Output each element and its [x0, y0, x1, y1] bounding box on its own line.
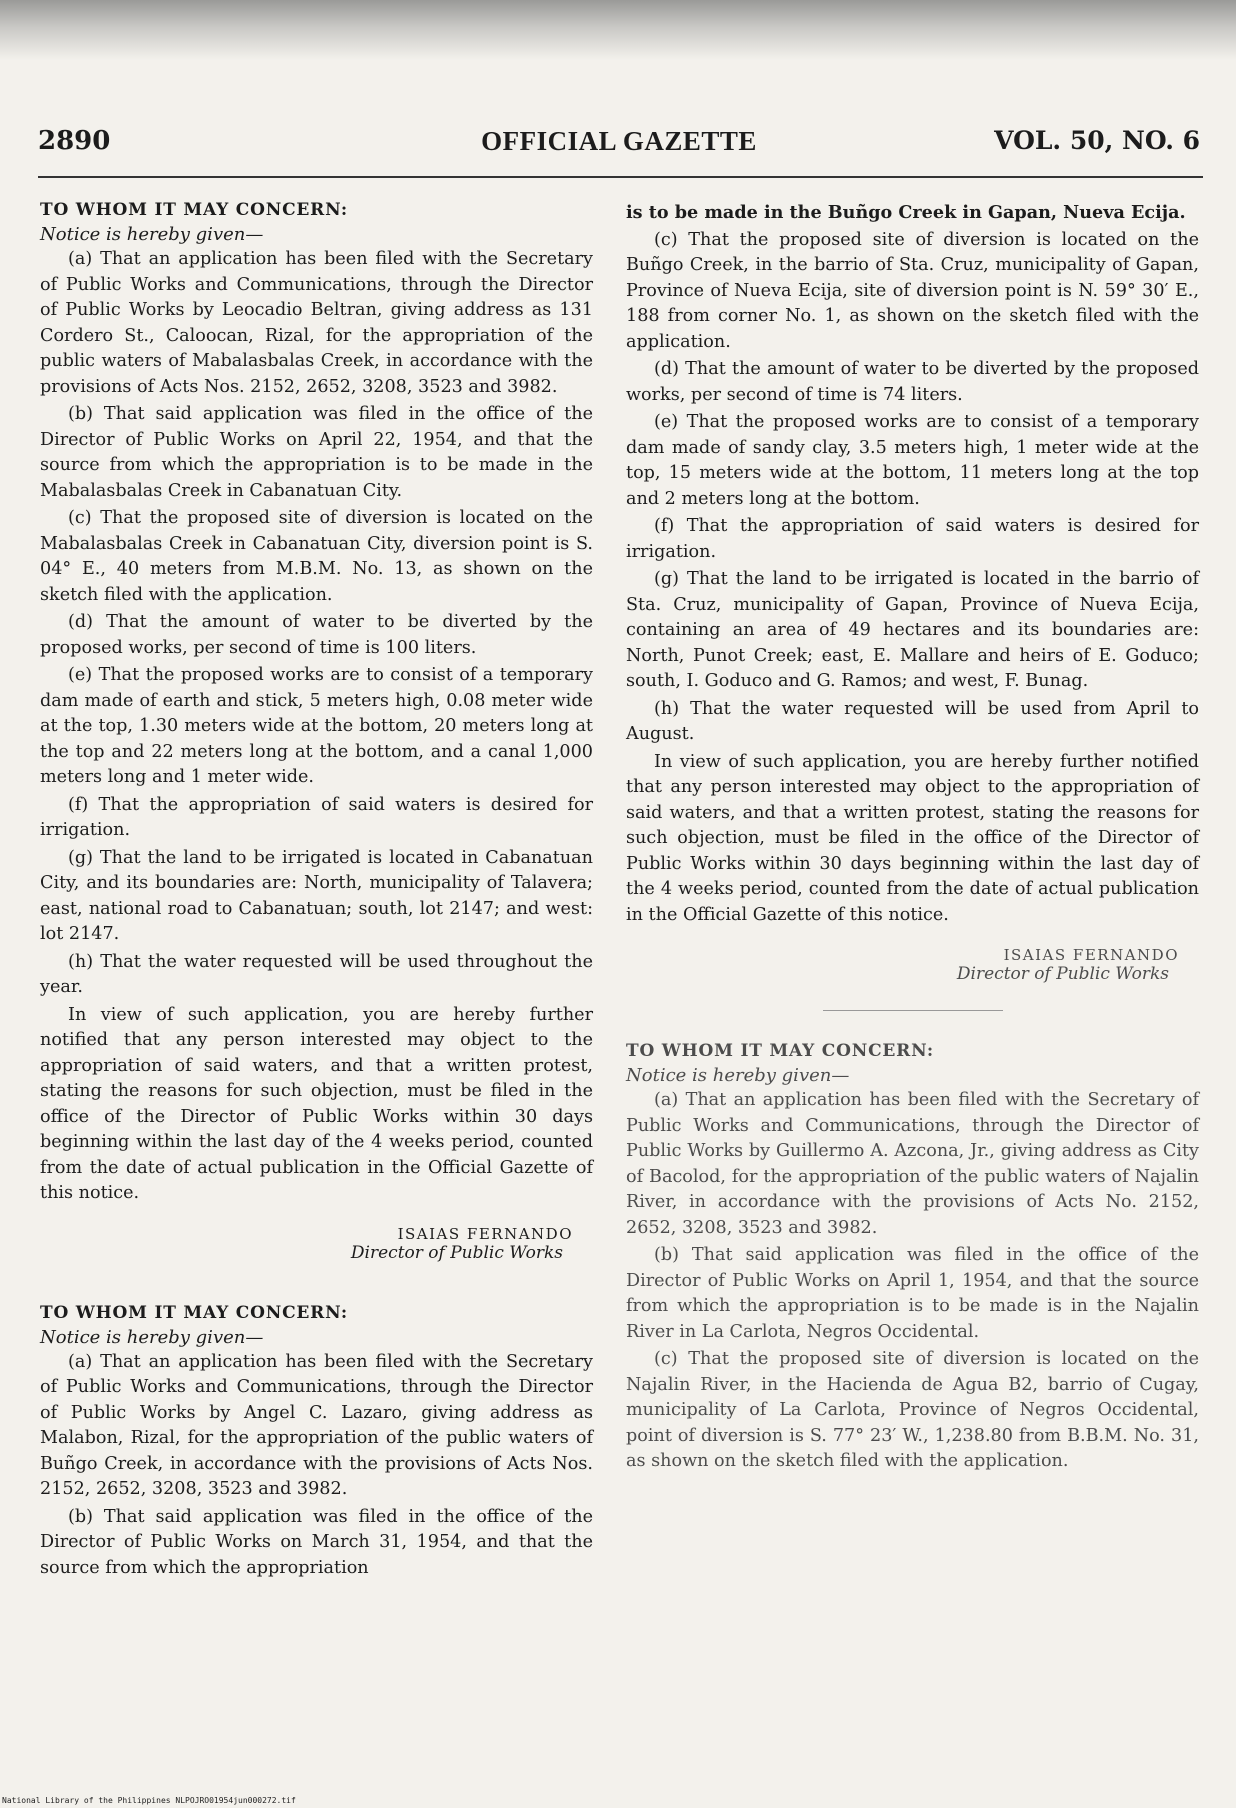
- notice-heading: TO WHOM IT MAY CONCERN:: [40, 1302, 348, 1323]
- paragraph: (h) That the water requested will be used from April to August.: [626, 698, 1199, 744]
- header-rule: [38, 176, 1203, 178]
- continuation-text: is to be made in the Buñgo Creek in Gapan, Nueva Ecija.: [626, 202, 1186, 223]
- paragraph: (a) That an application has been filed with the Secretary of Public Works and Communications, through the Director of Public Works by Angel C. Lazaro, giving address as Malabon, Rizal, for the appropriation of the public waters of Buñgo Creek, in accordance with the provisions of Acts Nos. 2152, 2652, 3208, 3523 and 3982.: [40, 1351, 593, 1499]
- paragraph: In view of such application, you are hereby further notified that any person interested may object to the appropriation of said waters, and that a written protest, stating the reasons for such objection, must be filed in the office of the Director of Public Works within 30 days beginning within the last day of the 4 weeks period, counted from the date of actual publication in the Official Gazette of this notice.: [626, 751, 1199, 925]
- signatory-name: ISAIAS FERNANDO: [1003, 946, 1179, 964]
- notice-2-continued: [626, 200, 1199, 984]
- paragraph: (e) That the proposed works are to consist of a temporary dam made of sandy clay, 3.5 meters high, 1 meter wide at the top, 15 meters wide at the bottom, 11 meters long at the top and 2 meters long at the bottom.: [626, 412, 1199, 509]
- signatory-title: Director of Public Works: [350, 1242, 563, 1263]
- scan-footer: National Library of the Philippines NLPOJRO01954jun000272.tif: [2, 1796, 296, 1805]
- notice-1: [40, 200, 593, 1263]
- left-column: [40, 200, 593, 1583]
- paragraph: (h) That the water requested will be used throughout the year.: [40, 951, 593, 997]
- paragraph: (b) That said application was filed in the office of the Director of Public Works on April 1, 1954, and that the source from which the appropriation is to be made is in the Najalin River in La Carlota, Negros Occidental.: [626, 1245, 1199, 1342]
- paragraph: (f) That the appropriation of said waters is desired for irrigation.: [40, 794, 593, 840]
- paragraph: (e) That the proposed works are to consist of a temporary dam made of earth and stick, 5 meters high, 0.08 meter wide at the top, 1.30 meters wide at the bottom, 20 meters long at the top and 22 meters long at the bottom, and a canal 1,000 meters long and 1 meter wide.: [40, 665, 593, 787]
- volume-number: VOL. 50, NO. 6: [994, 126, 1200, 155]
- notice-3: [626, 1041, 1199, 1475]
- paragraph: (g) That the land to be irrigated is located in Cabanatuan City, and its boundaries are: North, municipality of Talavera; east, national road to Cabanatuan; south, lot 2147; and west: lot 2147.: [40, 847, 593, 944]
- notice-heading: TO WHOM IT MAY CONCERN:: [40, 200, 348, 220]
- notice-given: Notice is hereby given—: [626, 1065, 850, 1086]
- paragraph: (f) That the appropriation of said waters is desired for irrigation.: [626, 516, 1199, 562]
- paragraph: (d) That the amount of water to be diverted by the proposed works, per second of time is 100 liters.: [40, 612, 593, 658]
- signatory-title: Director of Public Works: [956, 964, 1169, 984]
- notice-given: Notice is hereby given—: [40, 224, 264, 245]
- right-column: [626, 200, 1199, 1477]
- paragraph: (d) That the amount of water to be diverted by the proposed works, per second of time is 74 liters.: [626, 359, 1199, 405]
- paragraph: (c) That the proposed site of diversion is located on the Najalin River, in the Hacienda de Agua B2, barrio of Cugay, municipality of La Carlota, Province of Negros Occidental, point of diversion is S. 77° 23′ W., 1,238.80 from B.B.M. No. 31, as shown on the sketch filed with the application.: [626, 1349, 1199, 1471]
- paragraph: (g) That the land to be irrigated is located in the barrio of Sta. Cruz, municipality of Gapan, Province of Nueva Ecija, containing an area of 49 hectares and its boundaries are: North, Punot Creek; east, E. Mallare and heirs of E. Goduco; south, I. Goduco and G. Ramos; and west, F. Bunag.: [626, 569, 1199, 691]
- notice-heading: TO WHOM IT MAY CONCERN:: [626, 1041, 934, 1061]
- paragraph: (a) That an application has been filed with the Secretary of Public Works and Communications, through the Director of Public Works by Guillermo A. Azcona, Jr., giving address as City of Bacolod, for the appropriation of the public waters of Najalin River, in accordance with the provisions of Acts No. 2152, 2652, 3208, 3523 and 3982.: [626, 1090, 1199, 1238]
- notice-2: [40, 1303, 593, 1582]
- page-header: [38, 126, 1200, 166]
- paragraph: (c) That the proposed site of diversion is located on the Mabalasbalas Creek in Cabanatuan City, diversion point is S. 04° E., 40 meters from M.B.M. No. 13, as shown on the sketch filed with the application.: [40, 508, 593, 605]
- signature-block: [626, 946, 1199, 984]
- paragraph: In view of such application, you are hereby further notified that any person interested may object to the appropriation of said waters, and that a written protest, stating the reasons for such objection, must be filed in the office of the Director of Public Works within 30 days beginning within the last day of the 4 weeks period, counted from the date of actual publication in the Official Gazette of this notice.: [40, 1004, 593, 1203]
- publication-title: OFFICIAL GAZETTE: [481, 126, 757, 156]
- notice-given: Notice is hereby given—: [40, 1326, 264, 1348]
- notice-separator: [823, 1010, 1003, 1011]
- signatory-name: ISAIAS FERNANDO: [397, 1224, 573, 1243]
- scan-shadow-band: [0, 0, 1236, 60]
- signature-block: [40, 1225, 593, 1263]
- page-number: 2890: [38, 126, 111, 156]
- paragraph: (c) That the proposed site of diversion is located on the Buñgo Creek, in the barrio of Sta. Cruz, municipality of Gapan, Province of Nueva Ecija, site of diversion point is N. 59° 30′ E., 188 from corner No. 1, as shown on the sketch filed with the application.: [626, 229, 1199, 352]
- paragraph: (b) That said application was filed in the office of the Director of Public Works on April 22, 1954, and that the source from which the appropriation is to be made in the Mabalasbalas Creek in Cabanatuan City.: [40, 404, 593, 501]
- paragraph: (b) That said application was filed in the office of the Director of Public Works on March 31, 1954, and that the source from which the appropriation: [40, 1506, 593, 1578]
- paragraph: (a) That an application has been filed with the Secretary of Public Works and Communications, through the Director of Public Works by Leocadio Beltran, giving address as 131 Cordero St., Caloocan, Rizal, for the appropriation of the public waters of Mabalasbalas Creek, in accordance with the provisions of Acts Nos. 2152, 2652, 3208, 3523 and 3982.: [40, 249, 593, 397]
